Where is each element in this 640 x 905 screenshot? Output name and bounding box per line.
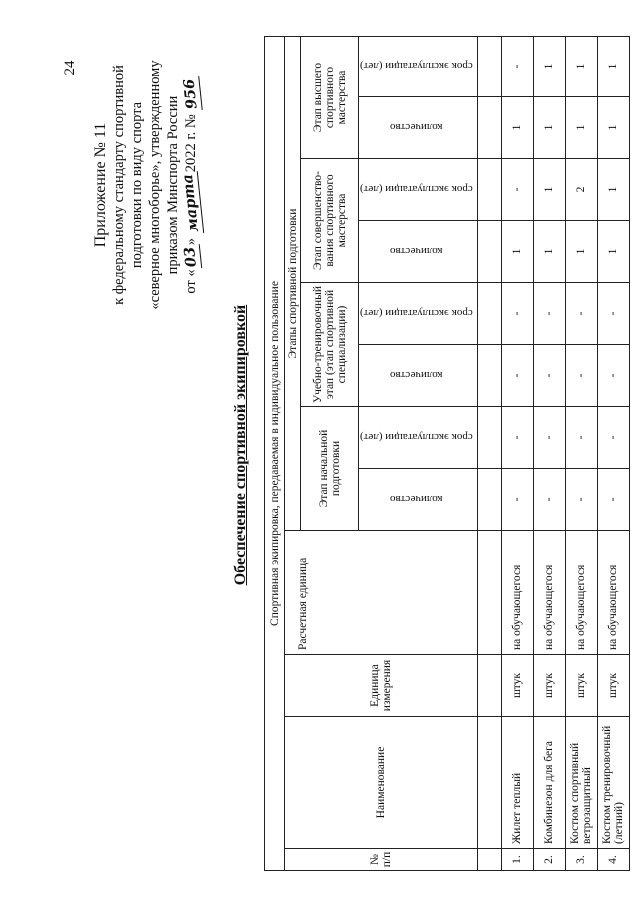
cell-value: 1 — [597, 36, 629, 96]
table-row — [533, 36, 565, 870]
cell-value: 2 — [565, 159, 597, 221]
page-number: 24 — [62, 60, 78, 76]
header-qty: количество — [359, 469, 478, 531]
header-unit: Единица измерения — [285, 655, 478, 717]
cell-value: 1 — [565, 36, 597, 96]
table-row — [565, 36, 597, 870]
cell-value: 1 — [565, 97, 597, 159]
appendix-date-line — [179, 25, 202, 345]
cell-value: 1 — [533, 97, 565, 159]
cell-value: - — [501, 469, 533, 531]
appendix-line-3: «северное многоборье», утвержденному — [147, 60, 163, 310]
header-stage-4: Этап высшего спортивного мастерства — [301, 36, 359, 158]
appendix-line-2: подготовки по виду спорта — [129, 101, 145, 269]
cell-value: - — [565, 283, 597, 345]
header-stage-3: Этап совершенство-вания спортивного мастерства — [301, 159, 359, 283]
appendix-line-1: к федеральному стандарту спортивной — [111, 65, 127, 305]
cell-calc-unit: на обучающегося — [501, 531, 533, 655]
header-stages: Этапы спортивной подготовки — [285, 36, 301, 530]
cell-value: - — [597, 407, 629, 469]
table-row — [597, 36, 629, 870]
date-prefix: от « — [183, 269, 199, 294]
header-term: срок эксплуатации (лет) — [359, 36, 478, 96]
header-term: срок эксплуатации (лет) — [359, 159, 478, 221]
cell-value: - — [501, 407, 533, 469]
cell-calc-unit: на обучающегося — [533, 531, 565, 655]
cell-value: - — [501, 159, 533, 221]
cell-value: - — [597, 283, 629, 345]
document-title: Обеспечение спортивной экипировкой — [232, 304, 249, 586]
cell-unit: штук — [565, 655, 597, 717]
cell-number: 1. — [501, 849, 533, 871]
header-qty: количество — [359, 345, 478, 407]
header-qty: количество — [359, 97, 478, 159]
cell-value: 1 — [565, 221, 597, 283]
cell-value: 1 — [533, 221, 565, 283]
header-stage-2: Учебно-тренировочный этап (этап спортивной специализации) — [301, 283, 359, 407]
cell-unit: штук — [597, 655, 629, 717]
header-term: срок эксплуатации (лет) — [359, 283, 478, 345]
cell-value: 1 — [533, 36, 565, 96]
cell-name: Жилет теплый — [501, 717, 533, 849]
date-month: марта — [179, 171, 204, 235]
cell-name: Комбинезон для бега — [533, 717, 565, 849]
cell-calc-unit: на обучающегося — [597, 531, 629, 655]
cell-value: - — [501, 36, 533, 96]
cell-value: - — [597, 469, 629, 531]
date-year: 2022 г. № — [183, 110, 199, 173]
cell-value: - — [533, 283, 565, 345]
table-group-header: Спортивная экипировка, передаваемая в индивидуальное пользование — [265, 36, 285, 870]
cell-value: 1 — [533, 159, 565, 221]
cell-value: 1 — [597, 221, 629, 283]
cell-unit: штук — [533, 655, 565, 717]
cell-number: 3. — [565, 849, 597, 871]
cell-value: 1 — [501, 97, 533, 159]
cell-value: 1 — [597, 97, 629, 159]
date-mid: » — [183, 234, 199, 246]
cell-number: 2. — [533, 849, 565, 871]
header-qty: количество — [359, 221, 478, 283]
cell-name: Костюм спортивный ветрозащитный — [565, 717, 597, 849]
appendix-title: Приложение № 11 — [92, 122, 109, 248]
cell-value: - — [533, 345, 565, 407]
header-name: Наименование — [285, 717, 478, 849]
order-number: 956 — [180, 75, 202, 111]
cell-value: - — [565, 345, 597, 407]
equipment-table — [264, 36, 630, 871]
table-row — [501, 36, 533, 870]
cell-value: - — [597, 345, 629, 407]
cell-value: 1 — [597, 159, 629, 221]
cell-value: - — [501, 345, 533, 407]
header-number: № п/п — [285, 849, 478, 871]
table-body — [501, 36, 629, 870]
cell-value: - — [565, 469, 597, 531]
cell-number: 4. — [597, 849, 629, 871]
header-term: срок эксплуатации (лет) — [359, 407, 478, 469]
date-day: 03 — [181, 244, 202, 270]
appendix-header — [92, 25, 201, 345]
cell-calc-unit: на обучающегося — [565, 531, 597, 655]
cell-value: 1 — [501, 221, 533, 283]
cell-value: - — [533, 407, 565, 469]
cell-name: Костюм тренировочный (летний) — [597, 717, 629, 849]
header-calc-unit: Расчетная единица — [285, 531, 478, 655]
cell-unit: штук — [501, 655, 533, 717]
cell-value: - — [565, 407, 597, 469]
appendix-line-4: приказом Минспорта России — [165, 95, 181, 275]
header-stage-1: Этап начальной подготовки — [301, 407, 359, 531]
cell-value: - — [501, 283, 533, 345]
cell-value: - — [533, 469, 565, 531]
